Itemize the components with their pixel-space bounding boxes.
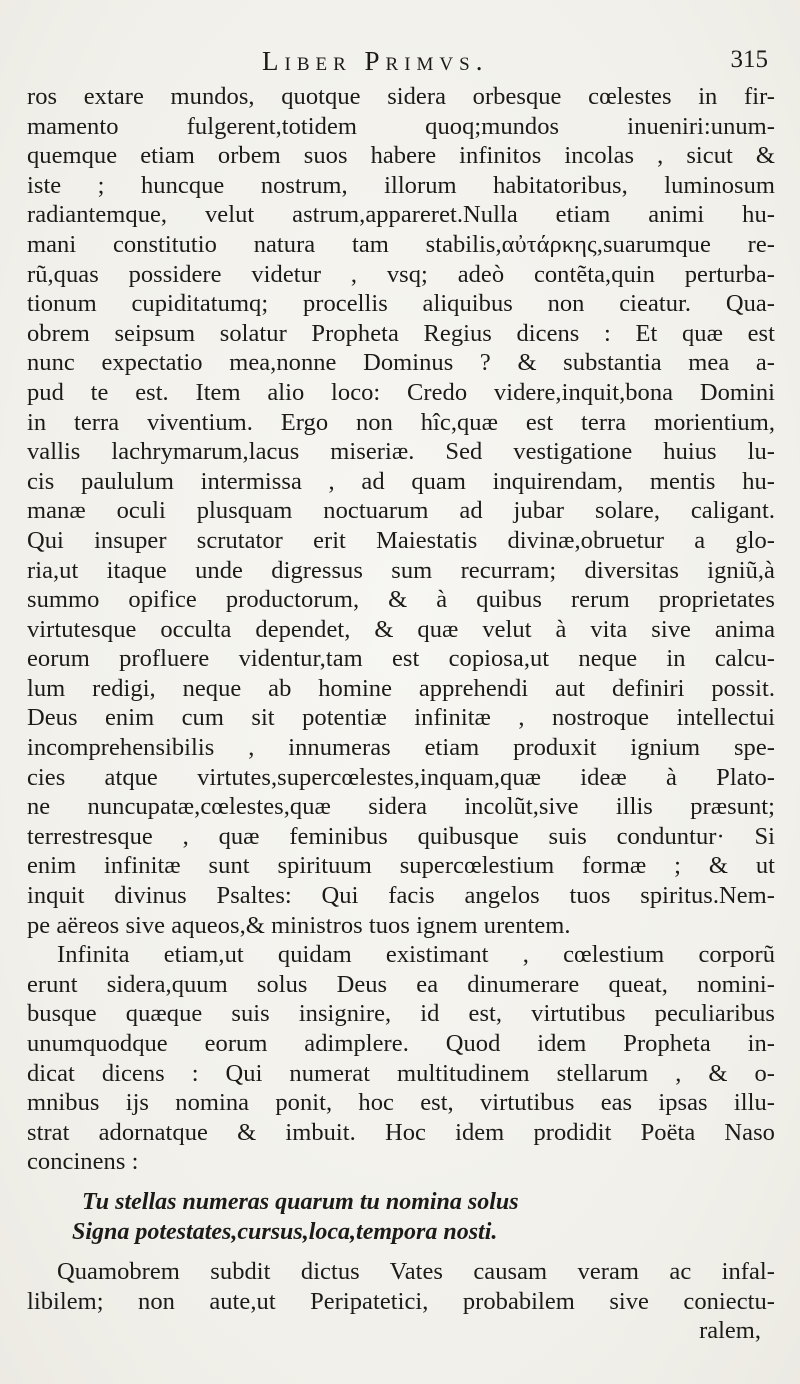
text-line: pe aëreos sive aqueos,& ministros tuos ignem urentem. <box>27 911 571 939</box>
text-line: tionum cupiditatumq; procellis aliquibus non cieatur. Qua- <box>27 290 775 318</box>
text-line: radiantemque, velut astrum,appareret.Nulla etiam animi hu- <box>27 201 775 229</box>
text-line: concinens : <box>27 1148 139 1176</box>
text-line: busque quæque suis insignire, id est, virtutibus peculiaribus <box>27 1000 775 1028</box>
text-line: mamento fulgerent,totidem quoq;mundos inueniri:unum- <box>27 112 775 140</box>
text-line: erunt sidera,quum solus Deus ea dinumerare queat, nomini- <box>27 970 775 998</box>
text-line: obrem seipsum solatur Propheta Regius dicens : Et quæ est <box>27 319 775 347</box>
text-line: eorum profluere videntur,tam est copiosa,ut neque in calcu- <box>27 645 775 673</box>
text-line: mani constitutio natura tam stabilis,αὐτάρκης,suarumque re- <box>27 230 775 258</box>
text-line: in terra viventium. Ergo non hîc,quæ est terra morientium, <box>27 408 775 436</box>
text-line: manæ oculi plusquam noctuarum ad jubar solare, caligant. <box>27 497 775 525</box>
text-line: incomprehensibilis , innumeras etiam produxit ignium spe- <box>27 734 775 762</box>
text-line: mnibus ijs nomina ponit, hoc est, virtutibus eas ipsas illu- <box>27 1089 775 1117</box>
body-text <box>27 82 775 1346</box>
text-line: libilem; non aute,ut Peripatetici, probabilem sive coniectu- <box>27 1287 775 1315</box>
text-line: cies atque virtutes,supercœlestes,inquam,quæ ideæ à Plato- <box>27 763 775 791</box>
text-line: pud te est. Item alio loco: Credo videre,inquit,bona Domini <box>27 378 775 406</box>
text-line: strat adornatque & imbuit. Hoc idem prodidit Poëta Naso <box>27 1118 775 1146</box>
text-line: ros extare mundos, quotque sidera orbesque cœlestes in fir- <box>27 83 775 110</box>
catchword: ralem, <box>699 1317 761 1345</box>
running-head <box>28 40 768 80</box>
text-line: iste ; huncque nostrum, illorum habitatoribus, luminosum <box>27 171 775 199</box>
text-line: ne nuncupatæ,cœlestes,quæ sidera incolũt,sive illis præsunt; <box>27 793 775 821</box>
text-line: inquit divinus Psaltes: Qui facis angelos tuos spiritus.Nem- <box>27 882 775 910</box>
text-line: vallis lachrymarum,lacus miseriæ. Sed vestigatione huius lu- <box>27 438 775 466</box>
text-line: nunc expectatio mea,nonne Dominus ? & substantia mea a- <box>27 349 775 377</box>
text-line: virtutesque occulta dependet, & quæ velut à vita sive anima <box>27 615 775 643</box>
text-line: rũ,quas possidere videtur , vsq; adeò contẽta,quin perturba- <box>27 260 775 288</box>
verse-spacer <box>27 1177 775 1187</box>
text-line: dicat dicens : Qui numerat multitudinem stellarum , & o- <box>27 1059 775 1087</box>
text-line: cis paululum intermissa , ad quam inquirendam, mentis hu- <box>27 467 775 495</box>
text-line: Qui insuper scrutator erit Maiestatis divinæ,obruetur a glo- <box>27 526 775 554</box>
verse-line: Signa potestates,cursus,loca,tempora nosti. <box>72 1218 498 1245</box>
text-line: Deus enim cum sit potentiæ infinitæ , nostroque intellectui <box>27 704 775 732</box>
page-number: 315 <box>730 46 768 73</box>
text-line: quemque etiam orbem suos habere infinitos incolas , sicut & <box>27 142 775 170</box>
text-line: unumquodque eorum adimplere. Quod idem Propheta in- <box>27 1030 775 1057</box>
text-line: summo opifice productorum, & à quibus rerum proprietates <box>27 586 775 614</box>
text-line: ria,ut itaque unde digressus sum recurram; diversitas igniũ,à <box>27 556 775 584</box>
text-line: Quamobrem subdit dictus Vates causam veram ac infal- <box>57 1257 775 1285</box>
text-line: Infinita etiam,ut quidam existimant , cœlestium corporũ <box>57 941 775 969</box>
verse-line: Tu stellas numeras quarum tu nomina solus <box>82 1188 519 1215</box>
text-line: enim infinitæ sunt spirituum supercœlestium formæ ; & ut <box>27 852 775 880</box>
text-line: lum redigi, neque ab homine apprehendi aut definiri possit. <box>27 674 775 702</box>
running-head-title: Liber Primvs. <box>262 46 489 76</box>
text-line: terrestresque , quæ feminibus quibusque suis conduntur· Si <box>27 822 775 850</box>
verse-spacer <box>27 1247 775 1257</box>
